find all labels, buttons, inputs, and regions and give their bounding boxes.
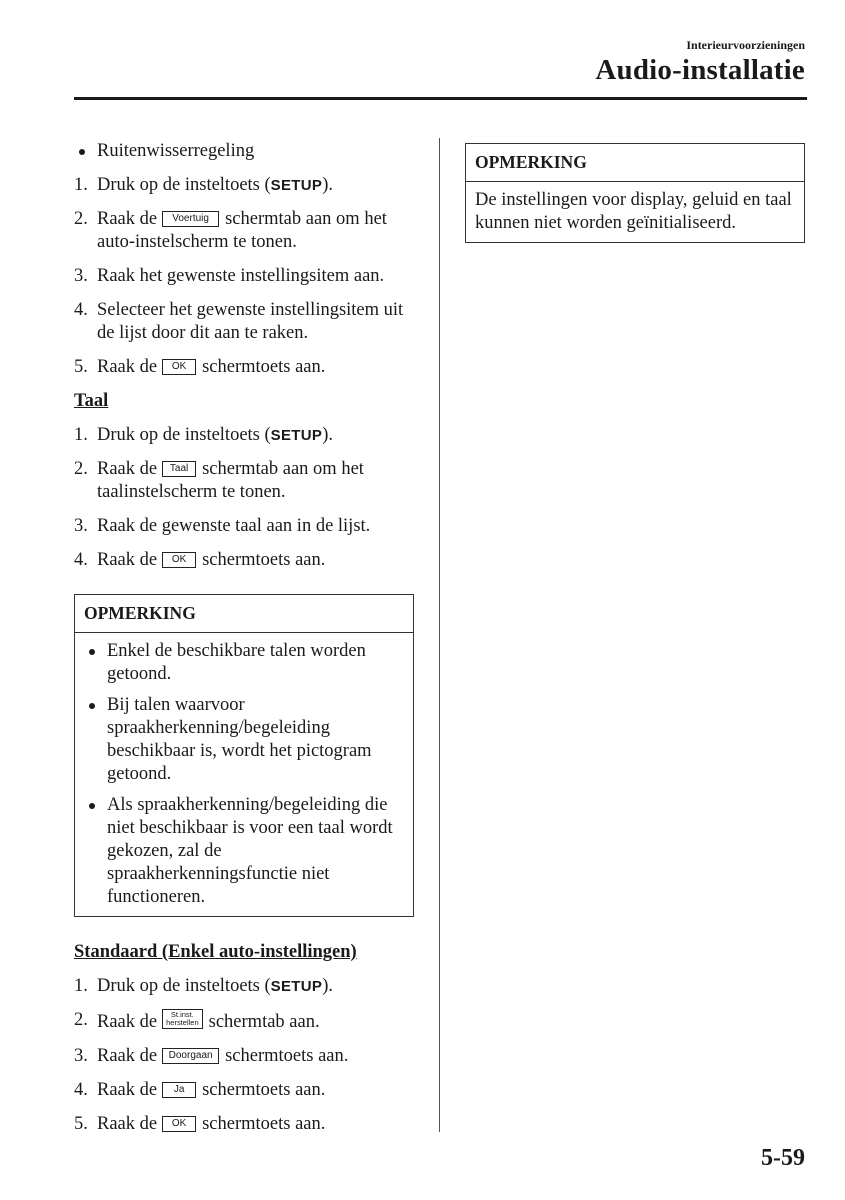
left-column (74, 140, 414, 1147)
step-text: schermtoets aan. (202, 357, 326, 377)
step-text: ). (322, 175, 333, 195)
ok-button[interactable]: OK (162, 552, 196, 568)
list-item (84, 640, 404, 686)
list-item (84, 794, 404, 909)
step-number: 5. (74, 357, 88, 377)
bullet-text: Als spraakherkenning/begeleiding die niet beschikbaar is voor een taal wordt gekozen, zal de spraakherkenningsfunctie niet functioneren. (107, 795, 393, 907)
step-number: 4. (74, 300, 88, 320)
step-item (74, 975, 414, 998)
step-text: schermtoets aan. (202, 1114, 326, 1134)
reset-tab-label-line2: herstellen (166, 1018, 199, 1027)
setup-key-label: SETUP (270, 978, 323, 995)
step-number: 2. (74, 459, 88, 479)
step-text: ). (322, 976, 333, 996)
step-text: ). (322, 425, 333, 445)
right-column (465, 143, 805, 243)
setup-key-label: SETUP (270, 177, 323, 194)
step-number: 3. (74, 1046, 88, 1066)
step-text: Selecteer het gewenste instellingsitem uit de lijst door dit aan te raken. (97, 300, 404, 343)
section-header: Interieurvoorzieningen (686, 38, 805, 52)
step-number: 3. (74, 266, 88, 286)
step-item (74, 1009, 414, 1034)
step-text: Raak de (97, 1114, 158, 1134)
step-item (74, 424, 414, 447)
step-text: Raak de (97, 357, 158, 377)
step-text: schermtoets aan. (202, 550, 326, 570)
step-number: 4. (74, 550, 88, 570)
note-box (465, 143, 805, 243)
step-item (74, 208, 414, 254)
step-item (74, 265, 414, 288)
section-heading-standaard: Standaard (Enkel auto-instellingen) (74, 942, 357, 962)
step-number: 3. (74, 516, 88, 536)
ok-button[interactable]: OK (162, 1116, 196, 1132)
step-item (74, 1045, 414, 1068)
step-number: 5. (74, 1114, 88, 1134)
step-number: 1. (74, 175, 88, 195)
note-body: De instellingen voor display, geluid en taal kunnen niet worden geïnitialiseerd. (475, 190, 792, 233)
list-item (74, 140, 414, 163)
step-text: Druk op de insteltoets ( (97, 976, 271, 996)
step-number: 2. (74, 1010, 88, 1030)
step-item (74, 1079, 414, 1102)
taal-tab-button[interactable]: Taal (162, 461, 196, 477)
header-rule (74, 97, 807, 100)
step-text: Raak de (97, 550, 158, 570)
step-item (74, 515, 414, 538)
reset-tab-button[interactable] (162, 1009, 203, 1029)
step-text: Raak de (97, 1046, 158, 1066)
step-text: Raak de (97, 1012, 158, 1032)
step-text: schermtab aan om het taalinstelscherm te tonen. (97, 459, 364, 502)
reset-tab-label-line1: St.inst. (170, 1010, 194, 1019)
page-number: 5-59 (761, 1145, 805, 1171)
step-number: 1. (74, 425, 88, 445)
step-text: Raak de gewenste taal aan in de lijst. (97, 516, 371, 536)
bullet-icon (89, 803, 95, 809)
step-item (74, 174, 414, 197)
bullet-text: Bij talen waarvoor spraakherkenning/begeleiding beschikbaar is, wordt het pictogram getoond. (107, 695, 372, 784)
bullet-icon (79, 149, 85, 155)
step-item (74, 458, 414, 504)
step-text: schermtoets aan. (202, 1080, 326, 1100)
ok-button[interactable]: OK (162, 359, 196, 375)
step-text: schermtab aan om het auto-instelscherm te tonen. (97, 209, 387, 252)
voertuig-tab-button[interactable]: Voertuig (162, 211, 219, 227)
step-number: 2. (74, 209, 88, 229)
step-text: Druk op de insteltoets ( (97, 175, 271, 195)
bullet-text: Enkel de beschikbare talen worden getoond. (107, 641, 366, 684)
bullet-text: Ruitenwisserregeling (97, 141, 255, 161)
ja-button[interactable]: Ja (162, 1082, 196, 1098)
bullet-icon (89, 703, 95, 709)
section-heading-taal: Taal (74, 391, 109, 411)
step-text: schermtoets aan. (225, 1046, 349, 1066)
step-item (74, 549, 414, 572)
list-item (84, 694, 404, 786)
doorgaan-button[interactable]: Doorgaan (162, 1048, 219, 1064)
note-title: OPMERKING (466, 144, 804, 182)
step-text: Druk op de insteltoets ( (97, 425, 271, 445)
page-title: Audio-installatie (595, 54, 805, 86)
step-number: 4. (74, 1080, 88, 1100)
step-item (74, 1113, 414, 1136)
step-text: Raak het gewenste instellingsitem aan. (97, 266, 385, 286)
step-text: Raak de (97, 1080, 158, 1100)
setup-key-label: SETUP (270, 427, 323, 444)
column-divider (439, 138, 440, 1132)
note-box (74, 594, 414, 917)
step-text: Raak de (97, 209, 158, 229)
step-number: 1. (74, 976, 88, 996)
bullet-icon (89, 649, 95, 655)
step-item (74, 356, 414, 379)
step-item (74, 299, 414, 345)
step-text: schermtab aan. (208, 1012, 320, 1032)
note-title: OPMERKING (75, 595, 413, 633)
note-body (75, 633, 413, 916)
step-text: Raak de (97, 459, 158, 479)
